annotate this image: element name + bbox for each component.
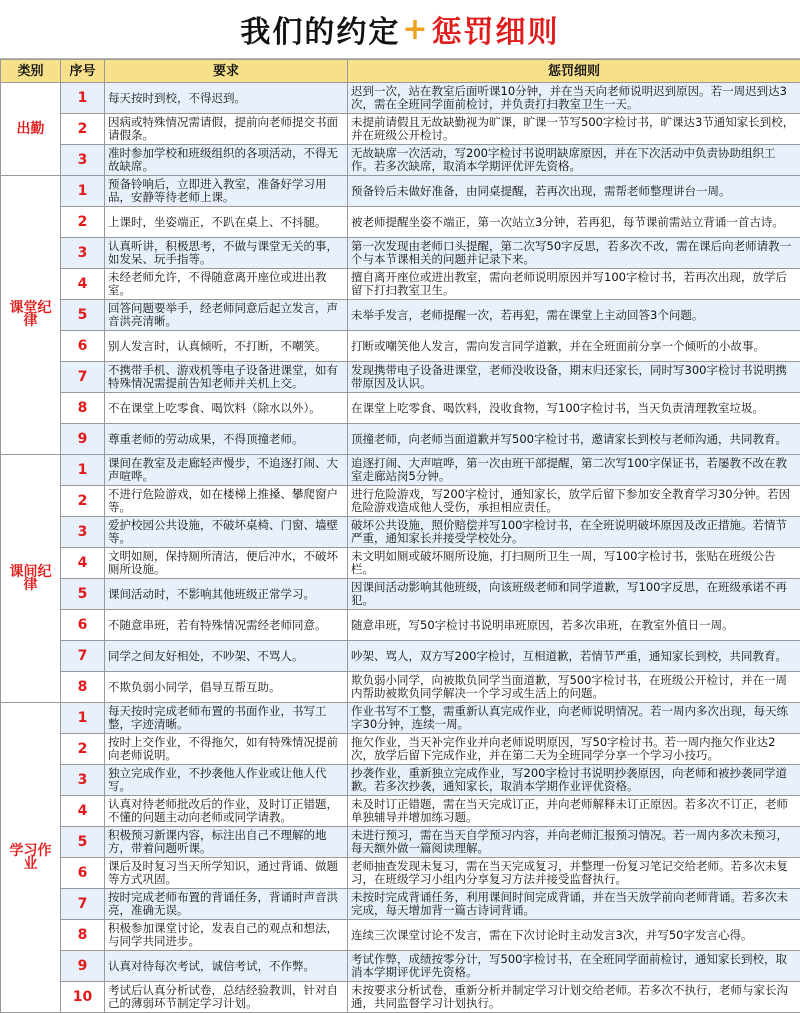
requirement-cell — [105, 765, 348, 796]
requirement-text: 因病或特殊情况需请假，提前向老师提交书面请假条。 — [108, 116, 344, 142]
row-number: 4 — [61, 269, 105, 300]
requirement-text: 未经老师允许，不得随意离开座位或进出教室。 — [108, 271, 344, 297]
requirement-cell — [105, 672, 348, 703]
row-number: 5 — [61, 300, 105, 331]
punishment-cell — [348, 455, 800, 486]
punishment-text: 未按时完成背诵任务，利用课间时间完成背诵，并在当天放学前向老师背诵。若多次未完成，每天增加背一篇古诗词背诵。 — [351, 891, 797, 917]
punishment-cell — [348, 300, 800, 331]
requirement-cell — [105, 238, 348, 269]
table-row — [1, 796, 800, 827]
row-number: 8 — [61, 920, 105, 951]
table-row — [1, 827, 800, 858]
requirement-cell — [105, 393, 348, 424]
row-number: 5 — [61, 827, 105, 858]
punishment-text: 随意串班，写50字检讨书说明串班原因，若多次串班，在教室外值日一周。 — [351, 619, 797, 632]
requirement-text: 不携带手机、游戏机等电子设备进课堂，如有特殊情况需提前告知老师并关机上交。 — [108, 364, 344, 390]
punishment-cell — [348, 424, 800, 455]
requirement-text: 上课时，坐姿端正，不趴在桌上、不抖腿。 — [108, 216, 344, 229]
punishment-text: 作业书写不工整，需重新认真完成作业，向老师说明情况。若一周内多次出现，每天练字30分钟，连续一周。 — [351, 705, 797, 731]
punishment-cell — [348, 486, 800, 517]
header-requirement: 要求 — [105, 60, 348, 83]
punishment-text: 预备铃后未做好准备，由同桌提醒，若再次出现，需帮老师整理讲台一周。 — [351, 185, 797, 198]
requirement-cell — [105, 486, 348, 517]
punishment-text: 擅自离开座位或进出教室，需向老师说明原因并写100字检讨书，若再次出现，放学后留下打扫教室卫生。 — [351, 271, 797, 297]
row-number: 8 — [61, 393, 105, 424]
punishment-cell — [348, 207, 800, 238]
punishment-text: 吵架、骂人，双方写200字检讨，互相道歉，若情节严重，通知家长到校，共同教育。 — [351, 650, 797, 663]
punishment-text: 无故缺席一次活动，写200字检讨书说明缺席原因，并在下次活动中负责协助组织工作。若多次缺席，取消本学期评优评先资格。 — [351, 147, 797, 173]
punishment-text: 迟到一次，站在教室后面听课10分钟，并在当天向老师说明迟到原因。若一周迟到达3次，需在全班同学面前检讨，并负责打扫教室卫生一天。 — [351, 85, 797, 111]
row-number: 6 — [61, 858, 105, 889]
table-row — [1, 610, 800, 641]
requirement-text: 准时参加学校和班级组织的各项活动，不得无故缺席。 — [108, 147, 344, 173]
requirement-text: 认真听讲，积极思考，不做与课堂无关的事，如发呆、玩手指等。 — [108, 240, 344, 266]
requirement-cell — [105, 858, 348, 889]
requirement-text: 课后及时复习当天所学知识，通过背诵、做题等方式巩固。 — [108, 860, 344, 886]
table-row — [1, 83, 800, 114]
table-row — [1, 641, 800, 672]
requirement-text: 不在课堂上吃零食、喝饮料（除水以外）。 — [108, 402, 344, 415]
category-cell: 课间纪律 — [1, 455, 61, 703]
punishment-cell — [348, 672, 800, 703]
category-cell: 课堂纪律 — [1, 176, 61, 455]
table-row — [1, 424, 800, 455]
row-number: 9 — [61, 951, 105, 982]
punishment-cell — [348, 765, 800, 796]
requirement-cell — [105, 362, 348, 393]
punishment-cell — [348, 517, 800, 548]
requirement-cell — [105, 300, 348, 331]
requirement-cell — [105, 145, 348, 176]
row-number: 3 — [61, 145, 105, 176]
punishment-text: 追逐打闹、大声喧哗，第一次由班干部提醒，第二次写100字保证书，若屡教不改在教室走廊站岗5分钟。 — [351, 457, 797, 483]
punishment-cell — [348, 610, 800, 641]
requirement-text: 同学之间友好相处，不吵架、不骂人。 — [108, 650, 344, 663]
category-cell: 学习作业 — [1, 703, 61, 1013]
table-row — [1, 145, 800, 176]
title-plus: + — [402, 12, 429, 47]
requirement-cell — [105, 920, 348, 951]
requirement-cell — [105, 424, 348, 455]
punishment-cell — [348, 269, 800, 300]
requirement-cell — [105, 114, 348, 145]
table-row — [1, 951, 800, 982]
requirement-text: 认真对待每次考试，诚信考试，不作弊。 — [108, 960, 344, 973]
table-row — [1, 238, 800, 269]
title-part1: 我们的约定 — [240, 7, 400, 51]
row-number: 4 — [61, 796, 105, 827]
punishment-text: 破坏公共设施，照价赔偿并写100字检讨书，在全班说明破坏原因及改正措施。若情节严重，通知家长并接受学校处分。 — [351, 519, 797, 545]
requirement-cell — [105, 517, 348, 548]
table-row — [1, 982, 800, 1013]
row-number: 6 — [61, 331, 105, 362]
punishment-cell — [348, 641, 800, 672]
row-number: 2 — [61, 207, 105, 238]
requirement-cell — [105, 176, 348, 207]
punishment-cell — [348, 83, 800, 114]
requirement-text: 不随意串班，若有特殊情况需经老师同意。 — [108, 619, 344, 632]
requirement-cell — [105, 889, 348, 920]
row-number: 6 — [61, 610, 105, 641]
punishment-text: 未提前请假且无故缺勤视为旷课，旷课一节写500字检讨书，旷课达3节通知家长到校，并在班级公开检讨。 — [351, 116, 797, 142]
requirement-cell — [105, 548, 348, 579]
requirement-text: 每天按时到校，不得迟到。 — [108, 92, 344, 105]
row-number: 7 — [61, 362, 105, 393]
punishment-text: 未及时订正错题，需在当天完成订正，并向老师解释未订正原因。若多次不订正，老师单独辅导并增加练习题。 — [351, 798, 797, 824]
row-number: 2 — [61, 114, 105, 145]
requirement-text: 别人发言时，认真倾听，不打断，不嘲笑。 — [108, 340, 344, 353]
requirement-text: 按时上交作业，不得拖欠，如有特殊情况提前向老师说明。 — [108, 736, 344, 762]
table-row — [1, 765, 800, 796]
row-number: 4 — [61, 548, 105, 579]
requirement-cell — [105, 207, 348, 238]
punishment-cell — [348, 951, 800, 982]
punishment-text: 连续三次课堂讨论不发言，需在下次讨论时主动发言3次，并写50字发言心得。 — [351, 929, 797, 942]
requirement-cell — [105, 641, 348, 672]
punishment-text: 顶撞老师，向老师当面道歉并写500字检讨书，邀请家长到校与老师沟通，共同教育。 — [351, 433, 797, 446]
header-row — [1, 60, 800, 83]
row-number: 5 — [61, 579, 105, 610]
table-row — [1, 548, 800, 579]
punishment-text: 发现携带电子设备进课堂，老师没收设备，期末归还家长，同时写300字检讨书说明携带原因及认识。 — [351, 364, 797, 390]
page-title — [0, 0, 800, 59]
requirement-text: 认真对待老师批改后的作业，及时订正错题，不懂的问题主动向老师或同学请教。 — [108, 798, 344, 824]
row-number: 2 — [61, 734, 105, 765]
punishment-text: 抄袭作业，重新独立完成作业，写200字检讨书说明抄袭原因，向老师和被抄袭同学道歉。若多次抄袭，通知家长，取消本学期作业评优资格。 — [351, 767, 797, 793]
table-row — [1, 362, 800, 393]
punishment-cell — [348, 362, 800, 393]
row-number: 1 — [61, 703, 105, 734]
row-number: 9 — [61, 424, 105, 455]
row-number: 1 — [61, 83, 105, 114]
requirement-cell — [105, 982, 348, 1013]
category-cell: 出勤 — [1, 83, 61, 176]
punishment-cell — [348, 889, 800, 920]
table-row — [1, 889, 800, 920]
table-body — [1, 83, 800, 1013]
table-row — [1, 114, 800, 145]
row-number: 3 — [61, 517, 105, 548]
requirement-text: 课间活动时，不影响其他班级正常学习。 — [108, 588, 344, 601]
punishment-cell — [348, 176, 800, 207]
requirement-text: 每天按时完成老师布置的书面作业，书写工整，字迹清晰。 — [108, 705, 344, 731]
punishment-cell — [348, 827, 800, 858]
row-number: 1 — [61, 455, 105, 486]
row-number: 2 — [61, 486, 105, 517]
requirement-text: 考试后认真分析试卷，总结经验教训，针对自己的薄弱环节制定学习计划。 — [108, 984, 344, 1010]
requirement-cell — [105, 951, 348, 982]
table-row — [1, 331, 800, 362]
punishment-text: 拖欠作业，当天补完作业并向老师说明原因，写50字检讨书。若一周内拖欠作业达2次，放学后留下完成作业，并在第二天为全班同学分享一个学习小技巧。 — [351, 736, 797, 762]
requirement-cell — [105, 703, 348, 734]
table-row — [1, 269, 800, 300]
row-number: 8 — [61, 672, 105, 703]
table-row — [1, 455, 800, 486]
punishment-text: 未举手发言，老师提醒一次，若再犯，需在课堂上主动回答3个问题。 — [351, 309, 797, 322]
requirement-text: 不进行危险游戏，如在楼梯上推搡、攀爬窗户等。 — [108, 488, 344, 514]
punishment-cell — [348, 548, 800, 579]
requirement-cell — [105, 331, 348, 362]
requirement-text: 尊重老师的劳动成果，不得顶撞老师。 — [108, 433, 344, 446]
table-row — [1, 517, 800, 548]
punishment-cell — [348, 331, 800, 362]
table-row — [1, 207, 800, 238]
requirement-cell — [105, 455, 348, 486]
punishment-text: 因课间活动影响其他班级，向该班级老师和同学道歉，写100字反思，在班级承诺不再犯。 — [351, 581, 797, 607]
punishment-cell — [348, 982, 800, 1013]
table-row — [1, 920, 800, 951]
punishment-text: 未文明如厕或破坏厕所设施，打扫厕所卫生一周，写100字检讨书，张贴在班级公告栏。 — [351, 550, 797, 576]
requirement-text: 积极预习新课内容，标注出自己不理解的地方，带着问题听课。 — [108, 829, 344, 855]
requirement-cell — [105, 827, 348, 858]
requirement-text: 不欺负弱小同学，倡导互帮互助。 — [108, 681, 344, 694]
row-number: 3 — [61, 765, 105, 796]
requirement-cell — [105, 579, 348, 610]
punishment-cell — [348, 796, 800, 827]
row-number: 3 — [61, 238, 105, 269]
punishment-cell — [348, 703, 800, 734]
punishment-cell — [348, 858, 800, 889]
requirement-text: 课间在教室及走廊轻声慢步，不追逐打闹、大声喧哗。 — [108, 457, 344, 483]
table-row — [1, 734, 800, 765]
punishment-text: 在课堂上吃零食、喝饮料，没收食物，写100字检讨书，当天负责清理教室垃圾。 — [351, 402, 797, 415]
requirement-cell — [105, 83, 348, 114]
punishment-text: 老师抽查发现未复习，需在当天完成复习，并整理一份复习笔记交给老师。若多次未复习，在班级学习小组内分享复习方法并接受监督执行。 — [351, 860, 797, 886]
requirement-cell — [105, 610, 348, 641]
table-row — [1, 703, 800, 734]
title-part2: 惩罚细则 — [432, 7, 560, 51]
punishment-cell — [348, 393, 800, 424]
requirement-cell — [105, 796, 348, 827]
table-row — [1, 579, 800, 610]
rules-table — [0, 59, 800, 1013]
header-category: 类别 — [1, 60, 61, 83]
requirement-text: 文明如厕，保持厕所清洁，便后冲水，不破坏厕所设施。 — [108, 550, 344, 576]
requirement-text: 独立完成作业，不抄袭他人作业或让他人代写。 — [108, 767, 344, 793]
punishment-text: 打断或嘲笑他人发言，需向发言同学道歉，并在全班面前分享一个倾听的小故事。 — [351, 340, 797, 353]
header-number: 序号 — [61, 60, 105, 83]
punishment-text: 进行危险游戏，写200字检讨，通知家长，放学后留下参加安全教育学习30分钟。若因危险游戏造成他人受伤，承担相应责任。 — [351, 488, 797, 514]
punishment-cell — [348, 238, 800, 269]
requirement-cell — [105, 734, 348, 765]
requirement-text: 回答问题要举手，经老师同意后起立发言，声音洪亮清晰。 — [108, 302, 344, 328]
header-punishment: 惩罚细则 — [348, 60, 800, 83]
row-number: 1 — [61, 176, 105, 207]
punishment-cell — [348, 734, 800, 765]
punishment-cell — [348, 579, 800, 610]
punishment-text: 被老师提醒坐姿不端正，第一次站立3分钟，若再犯，每节课前需站立背诵一首古诗。 — [351, 216, 797, 229]
table-row — [1, 393, 800, 424]
requirement-text: 积极参加课堂讨论，发表自己的观点和想法，与同学共同进步。 — [108, 922, 344, 948]
punishment-text: 第一次发现由老师口头提醒，第二次写50字反思，若多次不改，需在课后向老师请教一个与本节课相关的问题并记录下来。 — [351, 240, 797, 266]
row-number: 10 — [61, 982, 105, 1013]
row-number: 7 — [61, 889, 105, 920]
table-row — [1, 176, 800, 207]
table-row — [1, 858, 800, 889]
punishment-text: 未进行预习，需在当天自学预习内容，并向老师汇报预习情况。若一周内多次未预习，每天额外做一篇阅读理解。 — [351, 829, 797, 855]
punishment-text: 未按要求分析试卷，重新分析并制定学习计划交给老师。若多次不执行，老师与家长沟通，共同监督学习计划执行。 — [351, 984, 797, 1010]
punishment-cell — [348, 114, 800, 145]
requirement-text: 预备铃响后，立即进入教室，准备好学习用品，安静等待老师上课。 — [108, 178, 344, 204]
row-number: 7 — [61, 641, 105, 672]
punishment-text: 考试作弊，成绩按零分计，写500字检讨书，在全班同学面前检讨，通知家长到校，取消本学期评优评先资格。 — [351, 953, 797, 979]
punishment-cell — [348, 920, 800, 951]
requirement-text: 按时完成老师布置的背诵任务，背诵时声音洪亮，准确无误。 — [108, 891, 344, 917]
table-row — [1, 486, 800, 517]
punishment-text: 欺负弱小同学，向被欺负同学当面道歉，写500字检讨书，在班级公开检讨，并在一周内帮助被欺负同学解决一个学习或生活上的问题。 — [351, 674, 797, 700]
punishment-cell — [348, 145, 800, 176]
requirement-cell — [105, 269, 348, 300]
table-row — [1, 300, 800, 331]
requirement-text: 爱护校园公共设施，不破坏桌椅、门窗、墙壁等。 — [108, 519, 344, 545]
table-row — [1, 672, 800, 703]
